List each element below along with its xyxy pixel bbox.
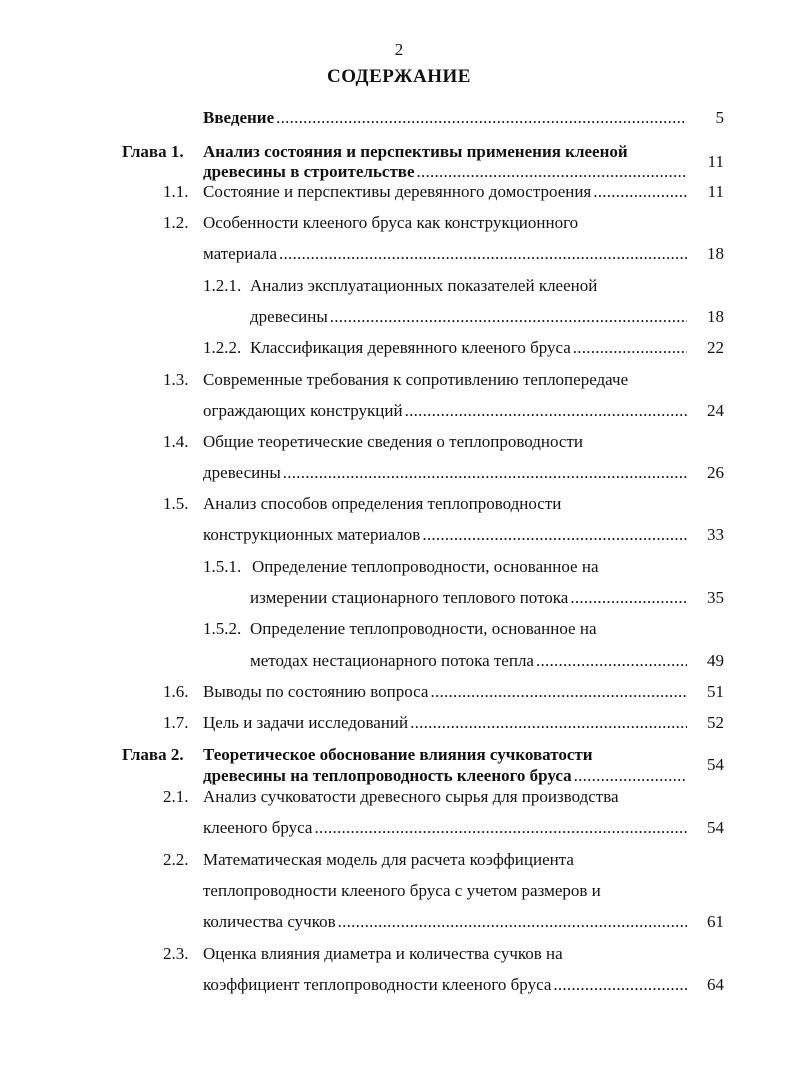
toc-entry-2-1 [203,818,689,838]
toc-page-number: 11 [707,182,724,201]
toc-entry-text: количества сучков [203,912,336,931]
toc-page-number: 35 [707,588,724,607]
toc-entry-introduction [203,108,689,128]
toc-entry-1-5-1 [250,588,689,608]
toc-section-number: 1.4. [163,432,189,451]
toc-section-number: 1.2. [163,213,189,232]
toc-entry-1-5-2 [250,651,689,671]
toc-entry-text: клееного бруса [203,818,313,837]
toc-entry-text: Классификация деревянного клееного бруса [250,338,571,357]
toc-page-number: 18 [707,307,724,326]
toc-entry-text: Определение теплопроводности, основанное на [252,557,599,576]
dot-leader [405,401,687,421]
toc-entry-1-3 [203,401,689,421]
toc-page-number: 24 [707,401,724,420]
toc-section-number: 2.1. [163,787,189,806]
toc-entry-text: древесины в строительстве [203,162,415,181]
toc-entry-chapter-2 [203,766,689,786]
toc-entry-text: Математическая модель для расчета коэффициента [203,850,574,869]
dot-leader [283,463,687,483]
dot-leader [430,682,687,702]
toc-section-number: 1.1. [163,182,189,201]
toc-entry-text: методах нестационарного потока тепла [250,651,534,670]
toc-subsection-number: 1.2.1. [203,276,242,295]
toc-page-number: 52 [707,713,724,732]
toc-entry-text: Теоретическое обоснование влияния сучковатости [203,745,593,764]
toc-entry-1-1 [203,182,689,202]
toc-entry-text: Современные требования к сопротивлению теплопередаче [203,370,629,389]
toc-entry-1-2-1 [250,307,689,327]
toc-entry-chapter-1 [203,162,689,182]
toc-entry-text: Оценка влияния диаметра и количества сучков на [203,944,563,963]
dot-leader [410,713,687,733]
toc-section-number: 2.2. [163,850,189,869]
toc-page-number: 51 [707,682,724,701]
toc-page-number: 64 [707,975,724,994]
toc-section-number: 1.3. [163,370,189,389]
toc-entry-text: Анализ сучковатости древесного сырья для производства [203,787,619,806]
toc-page-number: 54 [707,818,724,837]
toc-entry-text: Выводы по состоянию вопроса [203,682,429,701]
dot-leader [279,244,687,264]
dot-leader [573,338,687,358]
toc-chapter-number: Глава 2. [122,745,184,764]
toc-subsection-number: 1.5.1. [203,557,242,576]
toc-page-number: 22 [707,338,724,357]
dot-leader [330,307,687,327]
toc-page-number: 61 [707,912,724,931]
toc-subsection-number: 1.2.2. [203,338,242,357]
toc-page-number: 11 [707,152,724,171]
dot-leader [536,651,687,671]
toc-entry-text: Особенности клееного бруса как конструкционного [203,213,579,232]
toc-entry-1-2-2 [250,338,689,358]
dot-leader [574,766,687,786]
toc-entry-text: Общие теоретические сведения о теплопроводности [203,432,583,451]
dot-leader [570,588,687,608]
toc-page-number: 33 [707,525,724,544]
toc-entry-text: Анализ эксплуатационных показателей клееной [250,276,598,295]
toc-entry-text: древесины на теплопроводность клееного бруса [203,766,572,785]
toc-section-number: 1.6. [163,682,189,701]
toc-page-number: 54 [707,755,724,774]
toc-page-number: 49 [707,651,724,670]
toc-entry-2-3 [203,975,689,995]
dot-leader [314,818,687,838]
toc-entry-text: Анализ состояния и перспективы применения клееной [203,142,628,161]
toc-entry-2-2 [203,912,689,932]
toc-page-number: 26 [707,463,724,482]
dot-leader [276,108,687,128]
dot-leader [422,525,687,545]
toc-entry-1-6 [203,682,689,702]
toc-entry-text: древесины [250,307,328,326]
toc-section-number: 2.3. [163,944,189,963]
toc-entry-text: Введение [203,108,275,127]
dot-leader [338,912,687,932]
toc-entry-text: древесины [203,463,281,482]
toc-section-number: 1.5. [163,494,189,513]
toc-section-number: 1.7. [163,713,189,732]
toc-page-number: 5 [715,108,724,127]
toc-entry-text: ограждающих конструкций [203,401,403,420]
toc-entry-text: Анализ способов определения теплопроводности [203,494,562,513]
toc-entry-1-5 [203,525,689,545]
page-title: СОДЕРЖАНИЕ [327,66,471,87]
toc-subsection-number: 1.5.2. [203,619,242,638]
toc-entry-text: Цель и задачи исследований [203,713,409,732]
toc-entry-1-2 [203,244,689,264]
toc-entry-text: теплопроводности клееного бруса с учетом размеров и [203,881,601,900]
toc-entry-text: измерении стационарного теплового потока [250,588,569,607]
dot-leader [593,182,687,202]
dot-leader [553,975,687,995]
toc-entry-text: Определение теплопроводности, основанное на [250,619,597,638]
toc-entry-1-7 [203,713,689,733]
toc-entry-text: материала [203,244,278,263]
page-number: 2 [394,40,404,59]
dot-leader [417,162,687,182]
toc-page-number: 18 [707,244,724,263]
toc-entry-text: конструкционных материалов [203,525,421,544]
toc-entry-text: Состояние и перспективы деревянного домостроения [203,182,592,201]
toc-entry-1-4 [203,463,689,483]
toc-entry-text: коэффициент теплопроводности клееного бруса [203,975,552,994]
toc-chapter-number: Глава 1. [122,142,184,161]
